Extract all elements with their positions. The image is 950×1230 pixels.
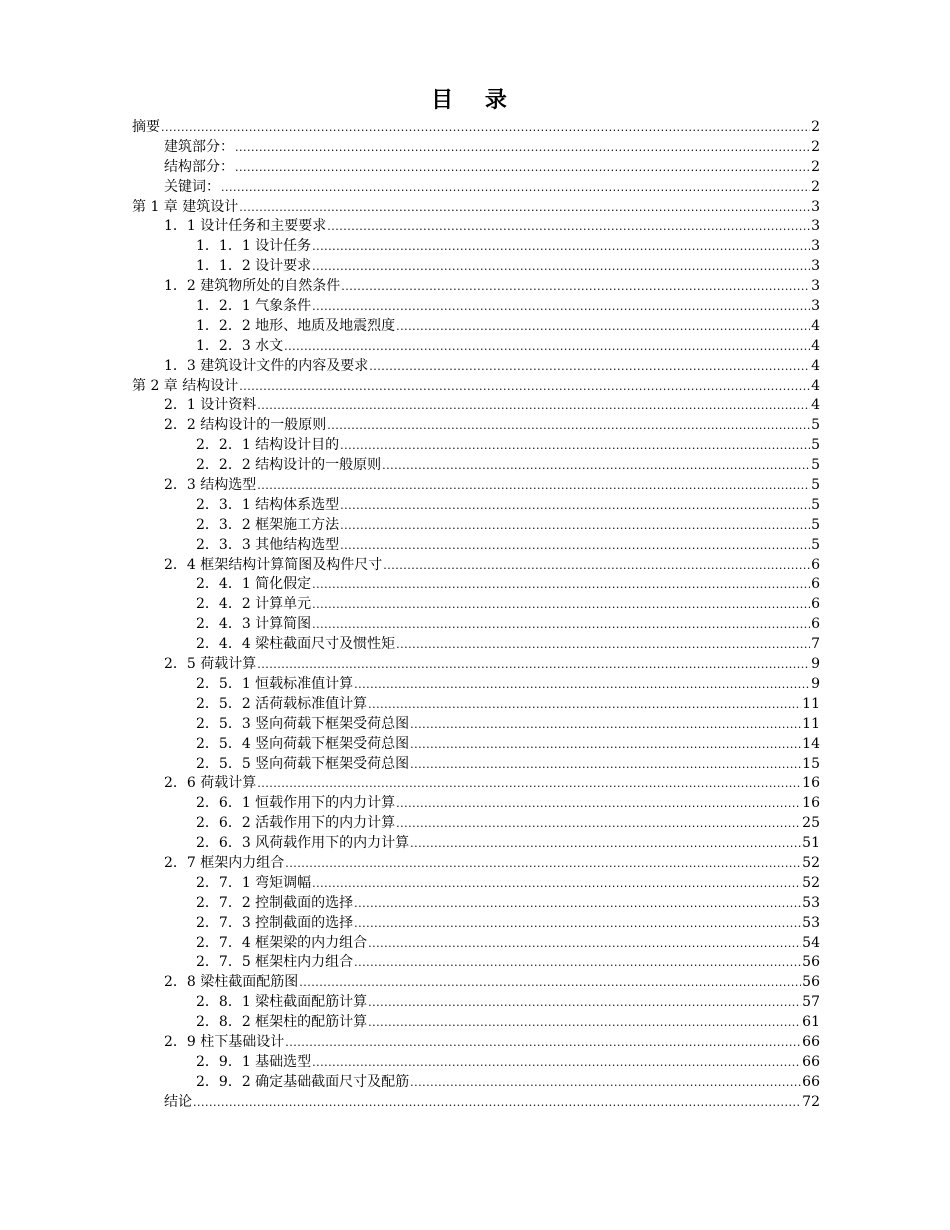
toc-entry[interactable] <box>132 934 820 954</box>
toc-entry-label: 第 1 章 建筑设计 <box>132 198 239 215</box>
toc-dot-leader <box>396 794 801 814</box>
toc-entry-label: 2．2 结构设计的一般原则 <box>164 417 327 434</box>
toc-entry[interactable] <box>132 118 820 138</box>
toc-entry[interactable] <box>132 138 820 158</box>
toc-dot-leader <box>221 178 810 198</box>
toc-entry[interactable] <box>132 675 820 695</box>
toc-entry[interactable] <box>132 257 820 277</box>
toc-entry[interactable] <box>132 595 820 615</box>
toc-entry-label: 摘要 <box>132 119 160 135</box>
toc-entry-label: 第 2 章 结构设计 <box>132 377 239 394</box>
toc-entry[interactable] <box>132 755 820 775</box>
toc-dot-leader <box>312 257 810 277</box>
toc-entry[interactable] <box>132 536 820 556</box>
toc-dot-leader <box>396 814 801 834</box>
toc-entry-page-number: 3 <box>811 278 820 295</box>
toc-entry-label: 2．6．2 活载作用下的内力计算 <box>196 815 396 832</box>
toc-entry-page-number: 4 <box>811 397 820 414</box>
toc-entry-page-number: 72 <box>802 1093 820 1110</box>
toc-entry-page-number: 9 <box>811 675 820 692</box>
toc-entry-label: 2．6．1 恒载作用下的内力计算 <box>196 795 396 812</box>
toc-entry[interactable] <box>132 317 820 337</box>
toc-dot-leader <box>354 953 801 973</box>
toc-entry[interactable] <box>132 496 820 516</box>
toc-entry-page-number: 54 <box>802 934 820 951</box>
toc-entry-label: 2．4 框架结构计算简图及构件尺寸 <box>164 556 383 573</box>
toc-entry-label: 1．2 建筑物所处的自然条件 <box>164 278 341 295</box>
toc-dot-leader <box>193 1093 801 1113</box>
toc-dot-leader <box>341 277 810 297</box>
toc-entry-page-number: 3 <box>811 218 820 235</box>
toc-entry[interactable] <box>132 337 820 357</box>
toc-entry-label: 2．3．2 框架施工方法 <box>196 516 340 533</box>
toc-entry-page-number: 4 <box>811 317 820 334</box>
toc-entry-page-number: 5 <box>811 457 820 474</box>
toc-dot-leader <box>410 1073 801 1093</box>
toc-entry[interactable] <box>132 1073 820 1093</box>
toc-entry[interactable] <box>132 277 820 297</box>
toc-dot-leader <box>368 993 801 1013</box>
toc-entry-label: 2．4．1 简化假定 <box>196 576 312 593</box>
toc-entry-page-number: 9 <box>811 656 820 673</box>
toc-entry[interactable] <box>132 377 820 397</box>
toc-entry-label: 2．5．4 竖向荷载下框架受荷总图 <box>196 735 410 752</box>
toc-entry[interactable] <box>132 774 820 794</box>
toc-entry-label: 2．7 框架内力组合 <box>164 854 285 871</box>
toc-entry-label: 2．6．3 风荷载作用下的内力计算 <box>196 835 410 852</box>
toc-entry[interactable] <box>132 1033 820 1053</box>
toc-entry-page-number: 16 <box>802 795 820 812</box>
toc-dot-leader <box>354 675 810 695</box>
toc-entry[interactable] <box>132 217 820 237</box>
toc-dot-leader <box>161 118 810 138</box>
toc-entry[interactable] <box>132 914 820 934</box>
toc-dot-leader <box>340 436 810 456</box>
toc-entry-label: 2．4．2 计算单元 <box>196 596 312 613</box>
toc-entry-page-number: 3 <box>811 198 820 215</box>
toc-entry-page-number: 53 <box>802 894 820 911</box>
toc-dot-leader <box>368 695 801 715</box>
toc-dot-leader <box>285 1033 801 1053</box>
toc-entry-label: 2．5．2 活荷载标准值计算 <box>196 695 368 712</box>
toc-entry-page-number: 5 <box>811 417 820 434</box>
toc-entry[interactable] <box>132 556 820 576</box>
toc-dot-leader <box>312 595 810 615</box>
toc-entry[interactable] <box>132 615 820 635</box>
toc-entry-label: 2．2．1 结构设计目的 <box>196 437 340 454</box>
toc-entry-label: 2．7．4 框架梁的内力组合 <box>196 934 368 951</box>
toc-dot-leader <box>368 934 801 954</box>
toc-entry[interactable] <box>132 894 820 914</box>
toc-entry-page-number: 3 <box>811 298 820 315</box>
toc-dot-leader <box>235 158 810 178</box>
toc-entry-label: 2．9 柱下基础设计 <box>164 1033 285 1050</box>
toc-list <box>132 118 820 1113</box>
toc-entry[interactable] <box>132 973 820 993</box>
toc-entry-label: 结论 <box>164 1093 192 1110</box>
toc-entry-label: 2．5 荷载计算 <box>164 656 257 673</box>
toc-entry-page-number: 25 <box>802 815 820 832</box>
toc-dot-leader <box>235 138 810 158</box>
toc-dot-leader <box>299 973 801 993</box>
toc-entry-page-number: 61 <box>802 1014 820 1031</box>
toc-entry-page-number: 3 <box>811 238 820 255</box>
toc-entry-label: 2．4．4 梁柱截面尺寸及惯性矩 <box>196 636 396 653</box>
toc-entry[interactable] <box>132 416 820 436</box>
toc-dot-leader <box>312 615 810 635</box>
toc-entry[interactable] <box>132 834 820 854</box>
toc-entry[interactable] <box>132 198 820 218</box>
toc-entry-label: 2．5．5 竖向荷载下框架受荷总图 <box>196 755 410 772</box>
toc-entry[interactable] <box>132 1053 820 1073</box>
toc-entry-page-number: 2 <box>811 178 820 195</box>
toc-entry[interactable] <box>132 158 820 178</box>
toc-dot-leader <box>327 416 810 436</box>
toc-entry-page-number: 11 <box>802 695 820 712</box>
toc-entry[interactable] <box>132 814 820 834</box>
toc-dot-leader <box>312 297 810 317</box>
toc-entry-label: 2．7．1 弯矩调幅 <box>196 874 312 891</box>
toc-dot-leader <box>340 496 810 516</box>
toc-entry-label: 2．3．1 结构体系选型 <box>196 496 340 513</box>
toc-entry-page-number: 4 <box>811 377 820 394</box>
toc-dot-leader <box>257 476 810 496</box>
toc-entry-label: 2．8．2 框架柱的配筋计算 <box>196 1014 368 1031</box>
toc-dot-leader <box>312 1053 801 1073</box>
toc-entry-page-number: 15 <box>802 755 820 772</box>
toc-entry-page-number: 2 <box>811 138 820 155</box>
toc-entry-label: 结构部分： <box>164 158 234 175</box>
toc-entry-label: 2．8 梁柱截面配筋图 <box>164 974 299 991</box>
toc-title: 目 录 <box>431 87 519 113</box>
toc-entry-label: 2．3 结构选型 <box>164 477 257 494</box>
toc-entry-page-number: 6 <box>811 576 820 593</box>
toc-dot-leader <box>312 575 810 595</box>
toc-dot-leader <box>383 556 810 576</box>
toc-entry-page-number: 66 <box>802 1073 820 1090</box>
toc-entry-label: 1．1．1 设计任务 <box>196 238 312 255</box>
toc-dot-leader <box>396 635 810 655</box>
toc-entry-label: 1．2．3 水文 <box>196 337 284 354</box>
toc-entry-page-number: 16 <box>802 775 820 792</box>
toc-entry-page-number: 14 <box>802 735 820 752</box>
toc-dot-leader <box>257 774 801 794</box>
toc-entry-page-number: 3 <box>811 258 820 275</box>
toc-dot-leader <box>369 357 810 377</box>
toc-dot-leader <box>239 377 810 397</box>
toc-entry[interactable] <box>132 396 820 416</box>
toc-entry-label: 2．7．3 控制截面的选择 <box>196 914 354 931</box>
toc-entry-page-number: 52 <box>802 874 820 891</box>
toc-entry-page-number: 5 <box>811 516 820 533</box>
toc-entry-label: 1．1．2 设计要求 <box>196 258 312 275</box>
toc-dot-leader <box>410 735 801 755</box>
toc-entry-label: 2．9．1 基础选型 <box>196 1053 312 1070</box>
toc-entry[interactable] <box>132 655 820 675</box>
toc-entry-page-number: 4 <box>811 337 820 354</box>
toc-entry-page-number: 53 <box>802 914 820 931</box>
toc-dot-leader <box>340 516 810 536</box>
toc-dot-leader <box>410 834 801 854</box>
toc-entry[interactable] <box>132 436 820 456</box>
toc-entry-page-number: 5 <box>811 536 820 553</box>
toc-entry[interactable] <box>132 854 820 874</box>
toc-entry-page-number: 51 <box>802 835 820 852</box>
toc-entry-page-number: 52 <box>802 854 820 871</box>
toc-dot-leader <box>340 536 810 556</box>
toc-dot-leader <box>410 755 801 775</box>
toc-entry[interactable] <box>132 476 820 496</box>
toc-entry-page-number: 57 <box>802 994 820 1011</box>
toc-entry[interactable] <box>132 456 820 476</box>
toc-dot-leader <box>239 198 810 218</box>
toc-entry-label: 2．9．2 确定基础截面尺寸及配筋 <box>196 1073 410 1090</box>
toc-dot-leader <box>257 396 810 416</box>
toc-entry[interactable] <box>132 178 820 198</box>
toc-dot-leader <box>382 456 810 476</box>
toc-entry-page-number: 5 <box>811 437 820 454</box>
toc-entry-page-number: 7 <box>811 636 820 653</box>
toc-dot-leader <box>354 914 801 934</box>
toc-entry-label: 1．2．2 地形、地质及地震烈度 <box>196 317 396 334</box>
toc-entry-label: 2．7．5 框架柱内力组合 <box>196 954 354 971</box>
toc-entry[interactable] <box>132 735 820 755</box>
toc-entry-label: 1．1 设计任务和主要要求 <box>164 218 327 235</box>
toc-entry-label: 2．6 荷载计算 <box>164 775 257 792</box>
toc-entry[interactable] <box>132 953 820 973</box>
toc-entry-label: 1．2．1 气象条件 <box>196 298 312 315</box>
toc-entry-label: 2．2．2 结构设计的一般原则 <box>196 457 382 474</box>
toc-entry-label: 2．7．2 控制截面的选择 <box>196 894 354 911</box>
toc-entry-page-number: 2 <box>811 158 820 175</box>
toc-entry-label: 建筑部分： <box>164 138 234 155</box>
toc-dot-leader <box>396 317 810 337</box>
toc-entry-page-number: 56 <box>802 954 820 971</box>
toc-entry-label: 2．4．3 计算简图 <box>196 616 312 633</box>
toc-dot-leader <box>410 715 801 735</box>
toc-entry-page-number: 4 <box>811 357 820 374</box>
toc-entry-page-number: 66 <box>802 1053 820 1070</box>
toc-entry[interactable] <box>132 357 820 377</box>
toc-entry-label: 关键词： <box>164 178 220 195</box>
toc-entry-page-number: 56 <box>802 974 820 991</box>
toc-entry-page-number: 6 <box>811 556 820 573</box>
toc-entry[interactable] <box>132 237 820 257</box>
toc-entry[interactable] <box>132 635 820 655</box>
toc-entry-page-number: 66 <box>802 1033 820 1050</box>
toc-entry-label: 2．1 设计资料 <box>164 397 257 414</box>
toc-entry-label: 2．5．3 竖向荷载下框架受荷总图 <box>196 715 410 732</box>
toc-dot-leader <box>327 217 810 237</box>
toc-entry-label: 1．3 建筑设计文件的内容及要求 <box>164 357 369 374</box>
toc-entry[interactable] <box>132 993 820 1013</box>
toc-entry[interactable] <box>132 297 820 317</box>
toc-dot-leader <box>368 1013 801 1033</box>
toc-entry-page-number: 6 <box>811 616 820 633</box>
toc-entry-page-number: 5 <box>811 496 820 513</box>
toc-entry-page-number: 2 <box>811 119 820 135</box>
toc-dot-leader <box>312 237 810 257</box>
toc-entry[interactable] <box>132 715 820 735</box>
toc-entry[interactable] <box>132 516 820 536</box>
toc-dot-leader <box>285 854 801 874</box>
toc-entry-label: 2．8．1 梁柱截面配筋计算 <box>196 994 368 1011</box>
toc-entry[interactable] <box>132 1093 820 1113</box>
toc-entry-page-number: 5 <box>811 477 820 494</box>
toc-entry-label: 2．3．3 其他结构选型 <box>196 536 340 553</box>
toc-dot-leader <box>354 894 801 914</box>
toc-dot-leader <box>284 337 810 357</box>
toc-entry[interactable] <box>132 1013 820 1033</box>
toc-dot-leader <box>257 655 810 675</box>
toc-entry-page-number: 6 <box>811 596 820 613</box>
toc-entry[interactable] <box>132 695 820 715</box>
toc-entry-label: 2．5．1 恒载标准值计算 <box>196 675 354 692</box>
toc-entry[interactable] <box>132 575 820 595</box>
toc-entry[interactable] <box>132 794 820 814</box>
toc-dot-leader <box>312 874 801 894</box>
toc-entry[interactable] <box>132 874 820 894</box>
toc-entry-page-number: 11 <box>802 715 820 732</box>
